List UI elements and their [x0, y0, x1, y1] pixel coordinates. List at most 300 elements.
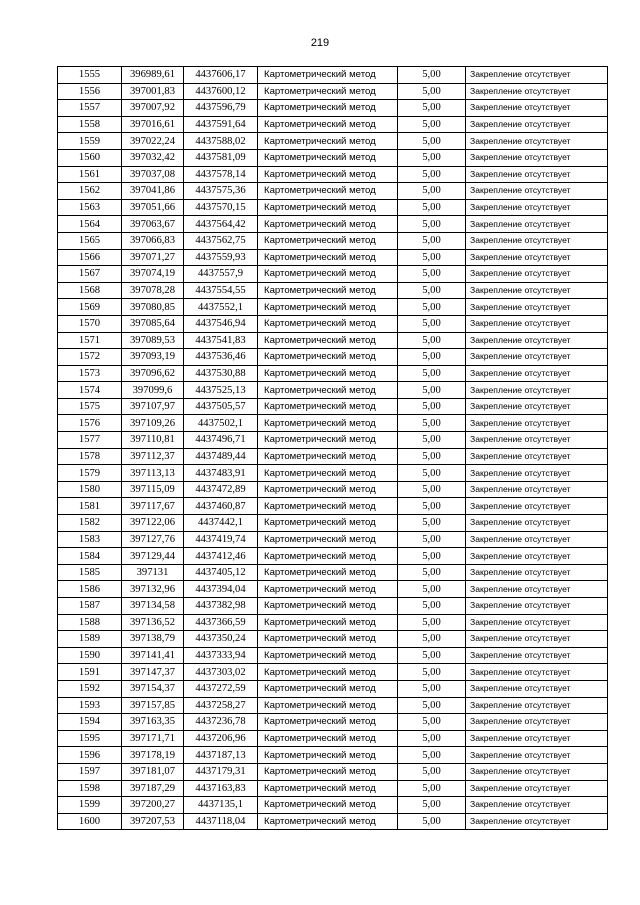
y-coordinate-cell: 4437541,83 — [184, 332, 258, 349]
point-number-cell: 1582 — [58, 515, 122, 532]
page-number: 219 — [310, 37, 330, 49]
accuracy-cell: 5,00 — [398, 647, 466, 664]
x-coordinate-cell: 397107,97 — [122, 398, 184, 415]
x-coordinate-cell: 397122,06 — [122, 515, 184, 532]
table-row — [58, 166, 608, 183]
table-row — [58, 614, 608, 631]
y-coordinate-cell: 4437552,1 — [184, 299, 258, 316]
point-number-cell: 1568 — [58, 282, 122, 299]
table-row — [58, 680, 608, 697]
accuracy-cell: 5,00 — [398, 763, 466, 780]
x-coordinate-cell: 397127,76 — [122, 531, 184, 548]
point-number-cell: 1589 — [58, 631, 122, 648]
x-coordinate-cell: 397063,67 — [122, 216, 184, 233]
fixation-cell: Закрепление отсутствует — [466, 365, 608, 382]
method-cell: Картометрический метод — [258, 382, 398, 399]
table-row — [58, 100, 608, 117]
table-row — [58, 83, 608, 100]
x-coordinate-cell: 397007,92 — [122, 100, 184, 117]
method-cell: Картометрический метод — [258, 548, 398, 565]
x-coordinate-cell: 397041,86 — [122, 183, 184, 200]
table-row — [58, 647, 608, 664]
fixation-cell: Закрепление отсутствует — [466, 647, 608, 664]
table-row — [58, 498, 608, 515]
fixation-cell: Закрепление отсутствует — [466, 481, 608, 498]
accuracy-cell: 5,00 — [398, 631, 466, 648]
table-row — [58, 249, 608, 266]
y-coordinate-cell: 4437118,04 — [184, 813, 258, 830]
table-row — [58, 531, 608, 548]
fixation-cell: Закрепление отсутствует — [466, 564, 608, 581]
table-row — [58, 349, 608, 366]
fixation-cell: Закрепление отсутствует — [466, 813, 608, 830]
point-number-cell: 1574 — [58, 382, 122, 399]
x-coordinate-cell: 397132,96 — [122, 581, 184, 598]
x-coordinate-cell: 397134,58 — [122, 598, 184, 615]
y-coordinate-cell: 4437412,46 — [184, 548, 258, 565]
method-cell: Картометрический метод — [258, 249, 398, 266]
table-row — [58, 515, 608, 532]
y-coordinate-cell: 4437419,74 — [184, 531, 258, 548]
method-cell: Картометрический метод — [258, 515, 398, 532]
table-row — [58, 465, 608, 482]
y-coordinate-cell: 4437562,75 — [184, 232, 258, 249]
accuracy-cell: 5,00 — [398, 614, 466, 631]
point-number-cell: 1567 — [58, 266, 122, 283]
y-coordinate-cell: 4437536,46 — [184, 349, 258, 366]
point-number-cell: 1573 — [58, 365, 122, 382]
method-cell: Картометрический метод — [258, 349, 398, 366]
x-coordinate-cell: 396989,61 — [122, 67, 184, 84]
accuracy-cell: 5,00 — [398, 581, 466, 598]
y-coordinate-cell: 4437505,57 — [184, 398, 258, 415]
point-number-cell: 1598 — [58, 780, 122, 797]
x-coordinate-cell: 397141,41 — [122, 647, 184, 664]
fixation-cell: Закрепление отсутствует — [466, 349, 608, 366]
y-coordinate-cell: 4437258,27 — [184, 697, 258, 714]
x-coordinate-cell: 397093,19 — [122, 349, 184, 366]
point-number-cell: 1579 — [58, 465, 122, 482]
table-row — [58, 365, 608, 382]
fixation-cell: Закрепление отсутствует — [466, 730, 608, 747]
y-coordinate-cell: 4437179,31 — [184, 763, 258, 780]
method-cell: Картометрический метод — [258, 647, 398, 664]
y-coordinate-cell: 4437557,9 — [184, 266, 258, 283]
fixation-cell: Закрепление отсутствует — [466, 548, 608, 565]
fixation-cell: Закрепление отсутствует — [466, 100, 608, 117]
accuracy-cell: 5,00 — [398, 515, 466, 532]
point-number-cell: 1560 — [58, 149, 122, 166]
method-cell: Картометрический метод — [258, 448, 398, 465]
y-coordinate-cell: 4437382,98 — [184, 598, 258, 615]
point-number-cell: 1559 — [58, 133, 122, 150]
table-row — [58, 664, 608, 681]
x-coordinate-cell: 397032,42 — [122, 149, 184, 166]
x-coordinate-cell: 397178,19 — [122, 747, 184, 764]
x-coordinate-cell: 397109,26 — [122, 415, 184, 432]
y-coordinate-cell: 4437272,59 — [184, 680, 258, 697]
point-number-cell: 1571 — [58, 332, 122, 349]
point-number-cell: 1580 — [58, 481, 122, 498]
point-number-cell: 1576 — [58, 415, 122, 432]
fixation-cell: Закрепление отсутствует — [466, 664, 608, 681]
method-cell: Картометрический метод — [258, 183, 398, 200]
fixation-cell: Закрепление отсутствует — [466, 515, 608, 532]
method-cell: Картометрический метод — [258, 83, 398, 100]
point-number-cell: 1592 — [58, 680, 122, 697]
y-coordinate-cell: 4437575,36 — [184, 183, 258, 200]
y-coordinate-cell: 4437596,79 — [184, 100, 258, 117]
accuracy-cell: 5,00 — [398, 365, 466, 382]
accuracy-cell: 5,00 — [398, 481, 466, 498]
method-cell: Картометрический метод — [258, 581, 398, 598]
fixation-cell: Закрепление отсутствует — [466, 680, 608, 697]
x-coordinate-cell: 397200,27 — [122, 797, 184, 814]
fixation-cell: Закрепление отсутствует — [466, 183, 608, 200]
method-cell: Картометрический метод — [258, 564, 398, 581]
y-coordinate-cell: 4437570,15 — [184, 199, 258, 216]
accuracy-cell: 5,00 — [398, 432, 466, 449]
y-coordinate-cell: 4437405,12 — [184, 564, 258, 581]
method-cell: Картометрический метод — [258, 299, 398, 316]
accuracy-cell: 5,00 — [398, 797, 466, 814]
accuracy-cell: 5,00 — [398, 100, 466, 117]
method-cell: Картометрический метод — [258, 266, 398, 283]
accuracy-cell: 5,00 — [398, 564, 466, 581]
x-coordinate-cell: 397099,6 — [122, 382, 184, 399]
method-cell: Картометрический метод — [258, 199, 398, 216]
method-cell: Картометрический метод — [258, 149, 398, 166]
method-cell: Картометрический метод — [258, 664, 398, 681]
point-number-cell: 1597 — [58, 763, 122, 780]
y-coordinate-cell: 4437483,91 — [184, 465, 258, 482]
y-coordinate-cell: 4437394,04 — [184, 581, 258, 598]
fixation-cell: Закрепление отсутствует — [466, 299, 608, 316]
fixation-cell: Закрепление отсутствует — [466, 382, 608, 399]
y-coordinate-cell: 4437333,94 — [184, 647, 258, 664]
fixation-cell: Закрепление отсутствует — [466, 797, 608, 814]
table-row — [58, 332, 608, 349]
point-number-cell: 1562 — [58, 183, 122, 200]
point-number-cell: 1564 — [58, 216, 122, 233]
y-coordinate-cell: 4437530,88 — [184, 365, 258, 382]
accuracy-cell: 5,00 — [398, 282, 466, 299]
x-coordinate-cell: 397207,53 — [122, 813, 184, 830]
x-coordinate-cell: 397115,09 — [122, 481, 184, 498]
table-row — [58, 398, 608, 415]
x-coordinate-cell: 397157,85 — [122, 697, 184, 714]
point-number-cell: 1595 — [58, 730, 122, 747]
y-coordinate-cell: 4437303,02 — [184, 664, 258, 681]
accuracy-cell: 5,00 — [398, 548, 466, 565]
point-number-cell: 1575 — [58, 398, 122, 415]
method-cell: Картометрический метод — [258, 332, 398, 349]
accuracy-cell: 5,00 — [398, 232, 466, 249]
coordinates-table — [57, 66, 608, 830]
method-cell: Картометрический метод — [258, 67, 398, 84]
method-cell: Картометрический метод — [258, 714, 398, 731]
fixation-cell: Закрепление отсутствует — [466, 133, 608, 150]
fixation-cell: Закрепление отсутствует — [466, 780, 608, 797]
fixation-cell: Закрепление отсутствует — [466, 315, 608, 332]
table-row — [58, 415, 608, 432]
fixation-cell: Закрепление отсутствует — [466, 249, 608, 266]
fixation-cell: Закрепление отсутствует — [466, 149, 608, 166]
accuracy-cell: 5,00 — [398, 415, 466, 432]
accuracy-cell: 5,00 — [398, 116, 466, 133]
point-number-cell: 1570 — [58, 315, 122, 332]
y-coordinate-cell: 4437472,89 — [184, 481, 258, 498]
method-cell: Картометрический метод — [258, 813, 398, 830]
x-coordinate-cell: 397181,07 — [122, 763, 184, 780]
fixation-cell: Закрепление отсутствует — [466, 415, 608, 432]
accuracy-cell: 5,00 — [398, 448, 466, 465]
method-cell: Картометрический метод — [258, 614, 398, 631]
accuracy-cell: 5,00 — [398, 382, 466, 399]
x-coordinate-cell: 397163,35 — [122, 714, 184, 731]
y-coordinate-cell: 4437236,78 — [184, 714, 258, 731]
point-number-cell: 1599 — [58, 797, 122, 814]
x-coordinate-cell: 397171,71 — [122, 730, 184, 747]
accuracy-cell: 5,00 — [398, 83, 466, 100]
y-coordinate-cell: 4437489,44 — [184, 448, 258, 465]
y-coordinate-cell: 4437187,13 — [184, 747, 258, 764]
point-number-cell: 1555 — [58, 67, 122, 84]
point-number-cell: 1566 — [58, 249, 122, 266]
table-row — [58, 598, 608, 615]
point-number-cell: 1588 — [58, 614, 122, 631]
method-cell: Картометрический метод — [258, 432, 398, 449]
x-coordinate-cell: 397154,37 — [122, 680, 184, 697]
point-number-cell: 1561 — [58, 166, 122, 183]
method-cell: Картометрический метод — [258, 465, 398, 482]
x-coordinate-cell: 397131 — [122, 564, 184, 581]
y-coordinate-cell: 4437366,59 — [184, 614, 258, 631]
y-coordinate-cell: 4437581,09 — [184, 149, 258, 166]
x-coordinate-cell: 397110,81 — [122, 432, 184, 449]
y-coordinate-cell: 4437606,17 — [184, 67, 258, 84]
fixation-cell: Закрепление отсутствует — [466, 116, 608, 133]
accuracy-cell: 5,00 — [398, 149, 466, 166]
x-coordinate-cell: 397074,19 — [122, 266, 184, 283]
point-number-cell: 1585 — [58, 564, 122, 581]
accuracy-cell: 5,00 — [398, 266, 466, 283]
table-row — [58, 299, 608, 316]
x-coordinate-cell: 397117,67 — [122, 498, 184, 515]
table-row — [58, 133, 608, 150]
y-coordinate-cell: 4437578,14 — [184, 166, 258, 183]
y-coordinate-cell: 4437564,42 — [184, 216, 258, 233]
fixation-cell: Закрепление отсутствует — [466, 581, 608, 598]
x-coordinate-cell: 397080,85 — [122, 299, 184, 316]
x-coordinate-cell: 397112,37 — [122, 448, 184, 465]
fixation-cell: Закрепление отсутствует — [466, 282, 608, 299]
accuracy-cell: 5,00 — [398, 216, 466, 233]
point-number-cell: 1569 — [58, 299, 122, 316]
point-number-cell: 1578 — [58, 448, 122, 465]
accuracy-cell: 5,00 — [398, 199, 466, 216]
accuracy-cell: 5,00 — [398, 697, 466, 714]
accuracy-cell: 5,00 — [398, 664, 466, 681]
point-number-cell: 1563 — [58, 199, 122, 216]
point-number-cell: 1590 — [58, 647, 122, 664]
x-coordinate-cell: 397187,29 — [122, 780, 184, 797]
table-row — [58, 149, 608, 166]
y-coordinate-cell: 4437135,1 — [184, 797, 258, 814]
fixation-cell: Закрепление отсутствует — [466, 697, 608, 714]
accuracy-cell: 5,00 — [398, 498, 466, 515]
x-coordinate-cell: 397089,53 — [122, 332, 184, 349]
fixation-cell: Закрепление отсутствует — [466, 763, 608, 780]
y-coordinate-cell: 4437559,93 — [184, 249, 258, 266]
fixation-cell: Закрепление отсутствует — [466, 166, 608, 183]
table-row — [58, 481, 608, 498]
table-row — [58, 564, 608, 581]
accuracy-cell: 5,00 — [398, 349, 466, 366]
table-row — [58, 199, 608, 216]
accuracy-cell: 5,00 — [398, 813, 466, 830]
accuracy-cell: 5,00 — [398, 680, 466, 697]
point-number-cell: 1596 — [58, 747, 122, 764]
y-coordinate-cell: 4437163,83 — [184, 780, 258, 797]
table-row — [58, 730, 608, 747]
x-coordinate-cell: 397136,52 — [122, 614, 184, 631]
fixation-cell: Закрепление отсутствует — [466, 67, 608, 84]
method-cell: Картометрический метод — [258, 531, 398, 548]
method-cell: Картометрический метод — [258, 415, 398, 432]
point-number-cell: 1600 — [58, 813, 122, 830]
point-number-cell: 1565 — [58, 232, 122, 249]
x-coordinate-cell: 397138,79 — [122, 631, 184, 648]
method-cell: Картометрический метод — [258, 315, 398, 332]
y-coordinate-cell: 4437350,24 — [184, 631, 258, 648]
accuracy-cell: 5,00 — [398, 67, 466, 84]
y-coordinate-cell: 4437588,02 — [184, 133, 258, 150]
method-cell: Картометрический метод — [258, 232, 398, 249]
method-cell: Картометрический метод — [258, 116, 398, 133]
table-row — [58, 747, 608, 764]
fixation-cell: Закрепление отсутствует — [466, 465, 608, 482]
accuracy-cell: 5,00 — [398, 249, 466, 266]
x-coordinate-cell: 397022,24 — [122, 133, 184, 150]
y-coordinate-cell: 4437496,71 — [184, 432, 258, 449]
method-cell: Картометрический метод — [258, 498, 398, 515]
point-number-cell: 1581 — [58, 498, 122, 515]
table-row — [58, 282, 608, 299]
table-row — [58, 216, 608, 233]
x-coordinate-cell: 397096,62 — [122, 365, 184, 382]
point-number-cell: 1583 — [58, 531, 122, 548]
method-cell: Картометрический метод — [258, 747, 398, 764]
method-cell: Картометрический метод — [258, 100, 398, 117]
point-number-cell: 1584 — [58, 548, 122, 565]
x-coordinate-cell: 397066,83 — [122, 232, 184, 249]
method-cell: Картометрический метод — [258, 398, 398, 415]
method-cell: Картометрический метод — [258, 697, 398, 714]
fixation-cell: Закрепление отсутствует — [466, 266, 608, 283]
y-coordinate-cell: 4437525,13 — [184, 382, 258, 399]
method-cell: Картометрический метод — [258, 166, 398, 183]
x-coordinate-cell: 397051,66 — [122, 199, 184, 216]
accuracy-cell: 5,00 — [398, 332, 466, 349]
point-number-cell: 1557 — [58, 100, 122, 117]
y-coordinate-cell: 4437206,96 — [184, 730, 258, 747]
table-row — [58, 697, 608, 714]
y-coordinate-cell: 4437591,64 — [184, 116, 258, 133]
method-cell: Картометрический метод — [258, 763, 398, 780]
x-coordinate-cell: 397037,08 — [122, 166, 184, 183]
y-coordinate-cell: 4437460,87 — [184, 498, 258, 515]
table-row — [58, 116, 608, 133]
table-row — [58, 315, 608, 332]
x-coordinate-cell: 397001,83 — [122, 83, 184, 100]
fixation-cell: Закрепление отсутствует — [466, 631, 608, 648]
point-number-cell: 1577 — [58, 432, 122, 449]
fixation-cell: Закрепление отсутствует — [466, 614, 608, 631]
x-coordinate-cell: 397016,61 — [122, 116, 184, 133]
point-number-cell: 1572 — [58, 349, 122, 366]
method-cell: Картометрический метод — [258, 481, 398, 498]
y-coordinate-cell: 4437600,12 — [184, 83, 258, 100]
table-row — [58, 183, 608, 200]
method-cell: Картометрический метод — [258, 133, 398, 150]
fixation-cell: Закрепление отсутствует — [466, 216, 608, 233]
fixation-cell: Закрепление отсутствует — [466, 83, 608, 100]
point-number-cell: 1594 — [58, 714, 122, 731]
table-row — [58, 631, 608, 648]
fixation-cell: Закрепление отсутствует — [466, 531, 608, 548]
method-cell: Картометрический метод — [258, 282, 398, 299]
table-row — [58, 382, 608, 399]
accuracy-cell: 5,00 — [398, 166, 466, 183]
accuracy-cell: 5,00 — [398, 299, 466, 316]
table-row — [58, 266, 608, 283]
accuracy-cell: 5,00 — [398, 747, 466, 764]
fixation-cell: Закрепление отсутствует — [466, 432, 608, 449]
accuracy-cell: 5,00 — [398, 398, 466, 415]
table-row — [58, 548, 608, 565]
table-row — [58, 448, 608, 465]
fixation-cell: Закрепление отсутствует — [466, 747, 608, 764]
point-number-cell: 1591 — [58, 664, 122, 681]
x-coordinate-cell: 397078,28 — [122, 282, 184, 299]
fixation-cell: Закрепление отсутствует — [466, 498, 608, 515]
table-row — [58, 813, 608, 830]
table-row — [58, 780, 608, 797]
method-cell: Картометрический метод — [258, 680, 398, 697]
table-row — [58, 797, 608, 814]
method-cell: Картометрический метод — [258, 780, 398, 797]
point-number-cell: 1586 — [58, 581, 122, 598]
table-row — [58, 714, 608, 731]
y-coordinate-cell: 4437554,55 — [184, 282, 258, 299]
fixation-cell: Закрепление отсутствует — [466, 598, 608, 615]
y-coordinate-cell: 4437546,94 — [184, 315, 258, 332]
point-number-cell: 1593 — [58, 697, 122, 714]
method-cell: Картометрический метод — [258, 730, 398, 747]
accuracy-cell: 5,00 — [398, 780, 466, 797]
accuracy-cell: 5,00 — [398, 133, 466, 150]
fixation-cell: Закрепление отсутствует — [466, 448, 608, 465]
table-row — [58, 67, 608, 84]
accuracy-cell: 5,00 — [398, 315, 466, 332]
table-row — [58, 763, 608, 780]
method-cell: Картометрический метод — [258, 365, 398, 382]
y-coordinate-cell: 4437502,1 — [184, 415, 258, 432]
method-cell: Картометрический метод — [258, 216, 398, 233]
fixation-cell: Закрепление отсутствует — [466, 714, 608, 731]
x-coordinate-cell: 397129,44 — [122, 548, 184, 565]
